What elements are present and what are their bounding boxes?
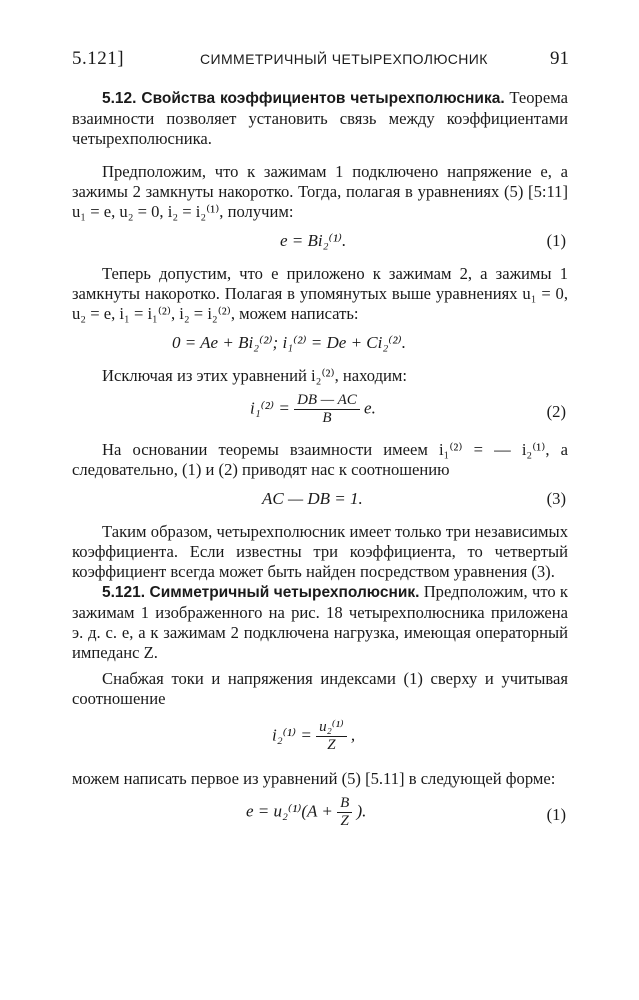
equation-1 (72, 222, 568, 264)
equation-2 (72, 386, 568, 440)
header-title: СИММЕТРИЧНЫЙ ЧЕТЫРЕХПОЛЮСНИК (200, 51, 488, 67)
section-5-12-intro (72, 88, 568, 149)
page-number: 91 (550, 48, 569, 69)
running-header (72, 48, 569, 70)
equation-final-denominator: Z (340, 813, 349, 829)
equation-final-numerator: B (337, 795, 352, 813)
page-body (72, 88, 568, 843)
equation-final (72, 789, 568, 843)
equation-relation-lhs: i₂⁽¹⁾ = (272, 725, 312, 745)
equation-relation-formula (272, 719, 355, 754)
equation-relation-tail: , (350, 725, 356, 745)
equation-2-numerator: DB — AC (294, 392, 360, 410)
equation-system (72, 324, 568, 366)
equation-final-number: (1) (546, 805, 566, 824)
equation-1-number: (1) (546, 231, 566, 250)
equation-2-fraction (294, 392, 360, 427)
equation-relation-numerator: u₂⁽¹⁾ (316, 719, 347, 737)
paragraph-eliminating: Исключая из этих уравнений i₂⁽²⁾, находим: (102, 366, 408, 385)
section-5-12-heading: 5.12. Свойства коэффициентов четырехполюсника. (102, 90, 505, 107)
equation-3-formula: AC — DB = 1. (262, 489, 363, 508)
equation-1-formula: e = Bi₂⁽¹⁾. (280, 231, 347, 250)
section-5-12-intro-text: Теорема взаимности позволяет установить связь между коэффициентами четырехполюсника. (72, 88, 568, 148)
equation-relation-fraction (316, 719, 347, 754)
equation-3 (72, 480, 568, 522)
equation-2-tail: e. (364, 398, 376, 418)
equation-system-formula: 0 = Ae + Bi₂⁽²⁾; i₁⁽²⁾ = De + Ci₂⁽²⁾. (172, 333, 406, 352)
paragraph-assume-terminals-1: Предположим, что к зажимам 1 подключено напряжение e, а зажимы 2 замкнуты накоротко. Тогда, полагая в уравнениях (5) [5:11] u₁ = e, u₂ = 0, i₂ = i₂⁽¹⁾, получим: (72, 162, 568, 221)
paragraph-reciprocity: На основании теоремы взаимности имеем i₁⁽²⁾ = — i₂⁽¹⁾, а следовательно, (1) и (2) приводят нас к соотношению (72, 440, 568, 479)
equation-2-denominator: B (322, 410, 332, 426)
equation-2-formula (250, 392, 376, 427)
paragraph-three-coefficients: Таким образом, четырехполюсник имеет только три независимых коэффициента. Если известны три коэффициента, то четвертый коэффициент всегда может быть найден посредством уравнения (3). (72, 522, 568, 581)
equation-final-formula (246, 795, 366, 830)
section-5-121-intro-text: Предположим, что к зажимам 1 изображенного на рис. 18 четырехполюсника приложена э. д. с. e, а к зажимам 2 подключена нагрузка, имеющая операторный импеданс Z. (72, 582, 568, 662)
equation-final-fraction (337, 795, 352, 830)
equation-2-lhs: i₁⁽²⁾ = (250, 398, 290, 418)
paragraph-write-first-equation: можем написать первое из уравнений (5) [5.11] в следующей форме: (72, 769, 556, 788)
paragraph-indices: Снабжая токи и напряжения индексами (1) сверху и учитывая соотношение (72, 669, 568, 708)
equation-final-lhs: e = u₂⁽¹⁾(A + (246, 801, 333, 821)
equation-3-number: (3) (546, 489, 566, 508)
header-section-ref: 5.121] (72, 48, 125, 69)
equation-2-number: (2) (546, 402, 566, 421)
section-5-121-heading: 5.121. Симметричный четырехполюсник. (102, 584, 420, 601)
equation-relation-denominator: Z (327, 737, 336, 753)
paragraph-assume-terminals-2: Теперь допустим, что e приложено к зажимам 2, а зажимы 1 замкнуты накоротко. Полагая в упомянутых выше уравнениях u₁ = 0, u₂ = e, i₁ = i₁⁽²⁾, i₂ = i₂⁽²⁾, можем написать: (72, 264, 568, 323)
equation-final-tail: ). (356, 801, 367, 821)
section-5-121-intro (72, 582, 568, 663)
equation-relation (72, 709, 568, 769)
